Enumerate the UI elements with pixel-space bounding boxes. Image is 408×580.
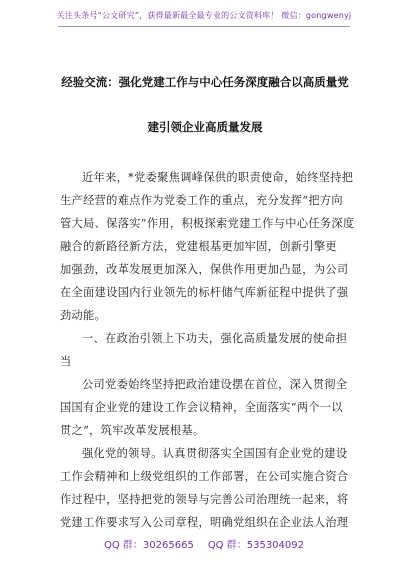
body-line: 强化党的领导。认真贯彻落实全国国有企业党的建设 (82, 447, 348, 460)
document-title-line-2: 建引领企业高质量发展 (147, 120, 263, 134)
body-line: 国国有企业党的建设工作会议精神，全面落实“两个一以 (60, 401, 343, 414)
header-text: 关注头条号“公文研究”，获得最新最全最专业的公文资料库！ 微信： (56, 11, 306, 20)
body-line: 工作会精神和上级党组织的工作部署，在公司实施合资合 (60, 470, 349, 483)
body-line: 加强劲，改革发展更加深入，保供作用更加凸显，为公司 (60, 263, 349, 276)
body-line: 作过程中，坚持把党的领导与完善公司治理统一起来，将 (60, 493, 349, 506)
body-line: 近年来，*党委聚焦调峰保供的职责使命，始终坚持把 (82, 171, 354, 184)
body-line: 贯之”，筑牢改革发展根基。 (60, 424, 205, 437)
header-banner (0, 10, 408, 21)
footer-qq-group-2: QQ 群：535304092 (207, 540, 304, 551)
footer-qq-group-1: QQ 群：30265665 (103, 540, 194, 551)
section-heading-line: 一、在政治引领上下功夫，强化高质量发展的使命担 (82, 332, 348, 345)
body-line: 管大局、保落实”作用，积极探索党建工作与中心任务深度 (60, 217, 355, 230)
section-heading-line: 当 (60, 355, 72, 368)
body-line: 党建工作要求写入公司章程，明确党组织在企业法人治理 (60, 516, 349, 529)
body-line: 融合的新路径新方法，党建根基更加牢固，创新引擎更 (60, 240, 337, 253)
header-divider (58, 26, 350, 27)
body-line: 生产经营的难点作为党委工作的重点，充分发挥“把方向 (60, 194, 343, 207)
wechat-id: gongwenyj (305, 11, 352, 20)
document-title-line-1: 经验交流：强化党建工作与中心任务深度融合以高质量党 (61, 75, 349, 89)
footer-contact (0, 536, 408, 551)
body-line: 在全面建设国内行业领先的标杆储气库新征程中提供了强 (60, 286, 349, 299)
body-line: 劲动能。 (60, 309, 107, 322)
body-line: 公司党委始终坚持把政治建设摆在首位，深入贯彻全 (82, 378, 348, 391)
